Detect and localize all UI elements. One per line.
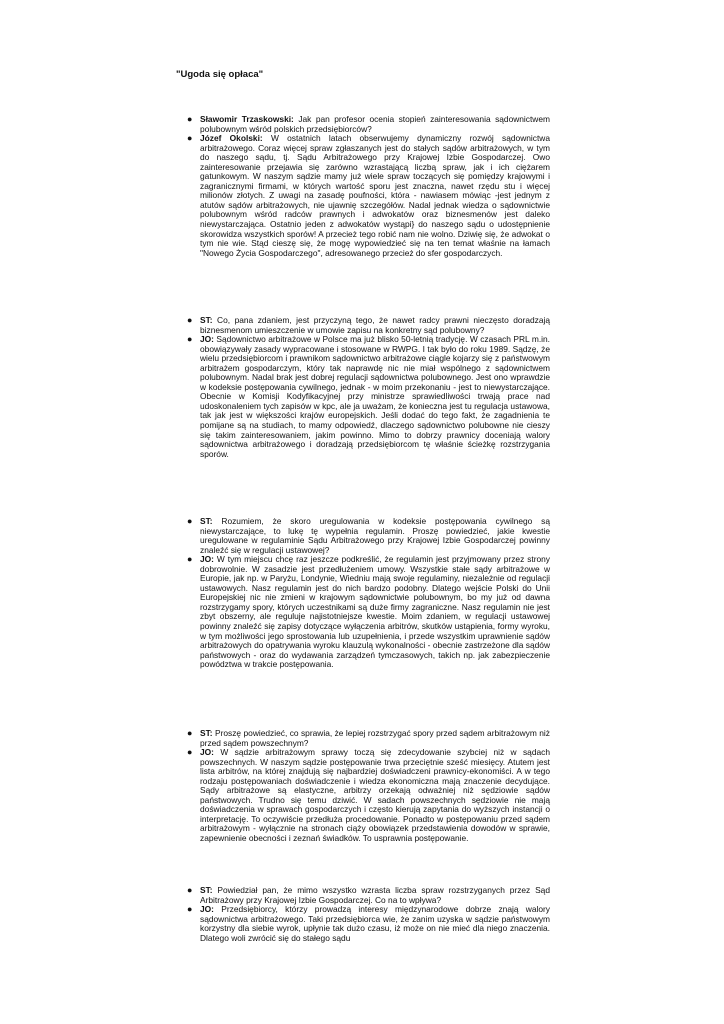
answer-text	[200, 555, 550, 670]
speaker-name: ST:	[200, 728, 213, 738]
bullet-icon: ●	[187, 885, 193, 895]
speaker-name: ST:	[200, 315, 213, 325]
question-text	[200, 316, 550, 335]
question-item	[187, 728, 550, 748]
answer-body: W tym miejscu chcę raz jeszcze podkreślić, że regulamin jest przyjmowany przez strony dobrowolnie. W zasadzie jest przedłużeniem umowy. Wszystkie stałe sądy arbitrażowe w Europie, jak np. w Paryżu, Londynie, Wiedniu mają swoje regulaminy, niezależnie od regulacji ustawowych. Nasz regulamin jest do nich bardzo podobny. Dlatego wejście Polski do Unii Europejskiej nic nie zmieni w krajowym sądownictwie polubownym, bo my już od dawna rozstrzygamy spory, których uczestnikami są duże firmy zagraniczne. Nasz regulamin nie jest zbyt obszerny, ale reguluje najistotniejsze kwestie. Moim zdaniem, w regulacji ustawowej powinny znaleźć się zapisy dotyczące wyłączenia arbitrów, skutków ustąpienia, formy wyroku, w tym możliwości jego sprostowania lub uzupełnienia, i przede wszystkim uprawnienie sądów arbitrażowych do opatrywania wyroku klauzulą wykonalności - obecnie zastrzeżone dla sądów państwowych - oraz do wydawania zarządzeń tymczasowych, takich np. jak zabezpieczenie powództwa w trakcie postępowania.	[200, 554, 550, 670]
bullet-icon: ●	[187, 516, 193, 526]
speaker-name: Sławomir Trzaskowski:	[200, 114, 294, 124]
interview-section-5	[187, 885, 550, 943]
document-title: "Ugoda się opłaca"	[176, 69, 264, 80]
answer-item	[187, 334, 550, 459]
answer-body: Przedsiębiorcy, którzy prowadzą interesy międzynarodowe dobrze znają walory sądownictwa arbitrażowego. Taki przedsiębiorca wie, że zanim uzyska w sądzie państwowym korzystny dla siebie wyrok, upłynie tak dużo czasu, iż może on nie mieć dla niego znaczenia. Dlatego woli zwrócić się do stałego sądu	[200, 904, 550, 943]
question-body: Rozumiem, że skoro uregulowania w kodeksie postępowania cywilnego są niewystarczające, to lukę tę wypełnia regulamin. Proszę powiedzieć, jakie kwestie uregulowane w regulaminie Sądu Arbitrażowego przy Krajowej Izbie Gospodarczej powinny znaleźć się w regulacji ustawowej?	[200, 516, 550, 555]
bullet-icon: ●	[187, 334, 193, 345]
answer-body: Sądownictwo arbitrażowe w Polsce ma już blisko 50-letnią tradycję. W czasach PRL m.in. obowiązywały zasady wypracowane i stosowane w RWPG. I tak było do roku 1989. Sądzę, że wielu przedsiębiorcom i prawnikom sądownictwo arbitrażowe ciągle kojarzy się z państwowym arbitrażem gospodarczym, który tak naprawdę nic nie miał wspólnego z sądownictwem polubownym. Nadal brak jest dobrej regulacji sądownictwa polubownego. Jest ono wprawdzie w kodeksie postępowania cywilnego, jednak - w moim przekonaniu - jest to niewystarczające. Obecnie w Komisji Kodyfikacyjnej przy ministrze sprawiedliwości trwają prace nad udoskonaleniem tych zapisów w kpc, ale ja uważam, że konieczna jest tu regulacja ustawowa, tak jak jest w większości krajów europejskich. Jeśli dodać do tego fakt, że zagadnienia te pomijane są na studiach, to mamy odpowiedź, dlaczego sądownictwo polubowne nie cieszy się takim zainteresowaniem, jakim powinno. Mimo to dobrzy prawnicy doceniają walory sądownictwa arbitrażowego i doradzają przedsiębiorcom tę właśnie ścieżkę rozstrzygania sporów.	[200, 334, 550, 459]
speaker-name: JO:	[200, 747, 214, 758]
bullet-icon: ●	[187, 315, 193, 325]
bullet-icon: ●	[187, 114, 193, 124]
question-text	[200, 886, 550, 905]
question-item	[187, 114, 550, 134]
bullet-icon: ●	[187, 554, 193, 565]
question-item	[187, 315, 550, 335]
question-text	[200, 729, 550, 748]
question-text	[200, 115, 550, 134]
answer-text	[200, 335, 550, 459]
answer-body: W ostatnich latach obserwujemy dynamiczny rozwój sądownictwa arbitrażowego. Coraz więcej spraw zgłaszanych jest do stałych sądów arbitrażowych, w tym do naszego sądu, tj. Sądu Arbitrażowego przy Krajowej Izbie Gospodarczej. Owo zainteresowanie przejawia się zarówno wzrastającą liczbą spraw, jak i ich ciężarem gatunkowym. W naszym sądzie mamy już wiele spraw toczących się pomiędzy krajowymi i zagranicznymi firmami, w których wartość sporu jest znaczna, nawet rzędu stu i więcej milionów złotych. Z uwagi na zasadę poufności, która - nawiasem mówiąc -jest jednym z atutów sądów arbitrażowych, nie ujawnię szczegółów. Nadal jednak wiedza o sądownictwie polubownym wśród radców prawnych i adwokatów oraz biznesmenów jest daleko niewystarczająca. Ostatnio jeden z adwokatów wystąpi} do naszego sądu o udostępnienie skorowidza wszystkich sporów! A przecież tego robić nam nie wolno. Dziwię się, że adwokat o tym nie wie. Stąd cieszę się, że mogę wypowiedzieć się na ten temat właśnie na łamach "Nowego Życia Gospodarczego", adresowanego przecież do sfer gospodarczych.	[200, 133, 550, 258]
speaker-name: JO:	[200, 554, 214, 565]
speaker-name: ST:	[200, 516, 213, 526]
answer-item	[187, 747, 550, 844]
interview-section-2	[187, 315, 550, 459]
bullet-icon: ●	[187, 747, 193, 758]
answer-text	[200, 905, 550, 943]
answer-text	[200, 748, 550, 843]
speaker-name: JO:	[200, 334, 214, 345]
speaker-name: JO:	[200, 904, 214, 915]
question-body: Powiedział pan, że mimo wszystko wzrasta liczba spraw rozstrzyganych przez Sąd Arbitrażowy przy Krajowej Izbie Gospodarczej. Co na to wpływa?	[200, 885, 550, 905]
interview-section-1	[187, 114, 550, 258]
answer-item	[187, 133, 550, 258]
question-body: Proszę powiedzieć, co sprawia, że lepiej rozstrzygać spory przed sądem arbitrażowym niż przed sądem powszechnym?	[200, 728, 550, 748]
question-item	[187, 885, 550, 905]
bullet-icon: ●	[187, 904, 193, 915]
answer-body: W sądzie arbitrażowym sprawy toczą się zdecydowanie szybciej niż w sądach powszechnych. W naszym sądzie postępowanie trwa przeciętnie sześć miesięcy. Atutem jest lista arbitrów, na której znajdują się najbardziej doświadczeni prawnicy-ekonomiści. A w tego rodzaju postępowaniach doświadczenie i wiedza ekonomiczna mają znaczenie decydujące. Sądy arbitrażowe są elastyczne, arbitrzy orzekają odważniej niż sędziowie sądów państwowych. Trudno się temu dziwić. W sadach powszechnych sędziowie nie mają doświadczenia w sprawach gospodarczych i często kierują zapytania do wyższych instancji o interpretację. To oczywiście przedłuża procedowanie. Ponadto w postępowaniu przed sądem arbitrażowym - wyłącznie na stronach ciąży obowiązek przedstawienia dowodów w sprawie, zapewnienie obecności i zeznań świadków. To usprawnia postępowanie.	[200, 747, 550, 844]
answer-item	[187, 554, 550, 670]
bullet-icon: ●	[187, 728, 193, 738]
question-body: Jak pan profesor ocenia stopień zainteresowania sądownictwem polubownym wśród polskich przedsiębiorców?	[200, 114, 550, 134]
bullet-icon: ●	[187, 133, 193, 144]
answer-item	[187, 904, 550, 943]
answer-text	[200, 134, 550, 258]
interview-section-3	[187, 516, 550, 670]
question-text	[200, 517, 550, 555]
question-body: Co, pana zdaniem, jest przyczyną tego, że nawet radcy prawni nieczęsto doradzają biznesmenom umieszczenie w umowie zapisu na konkretny sąd polubowny?	[200, 315, 550, 335]
interview-section-4	[187, 728, 550, 844]
speaker-name: Józef Okolski:	[200, 133, 263, 144]
question-item	[187, 516, 550, 555]
speaker-name: ST:	[200, 885, 213, 895]
